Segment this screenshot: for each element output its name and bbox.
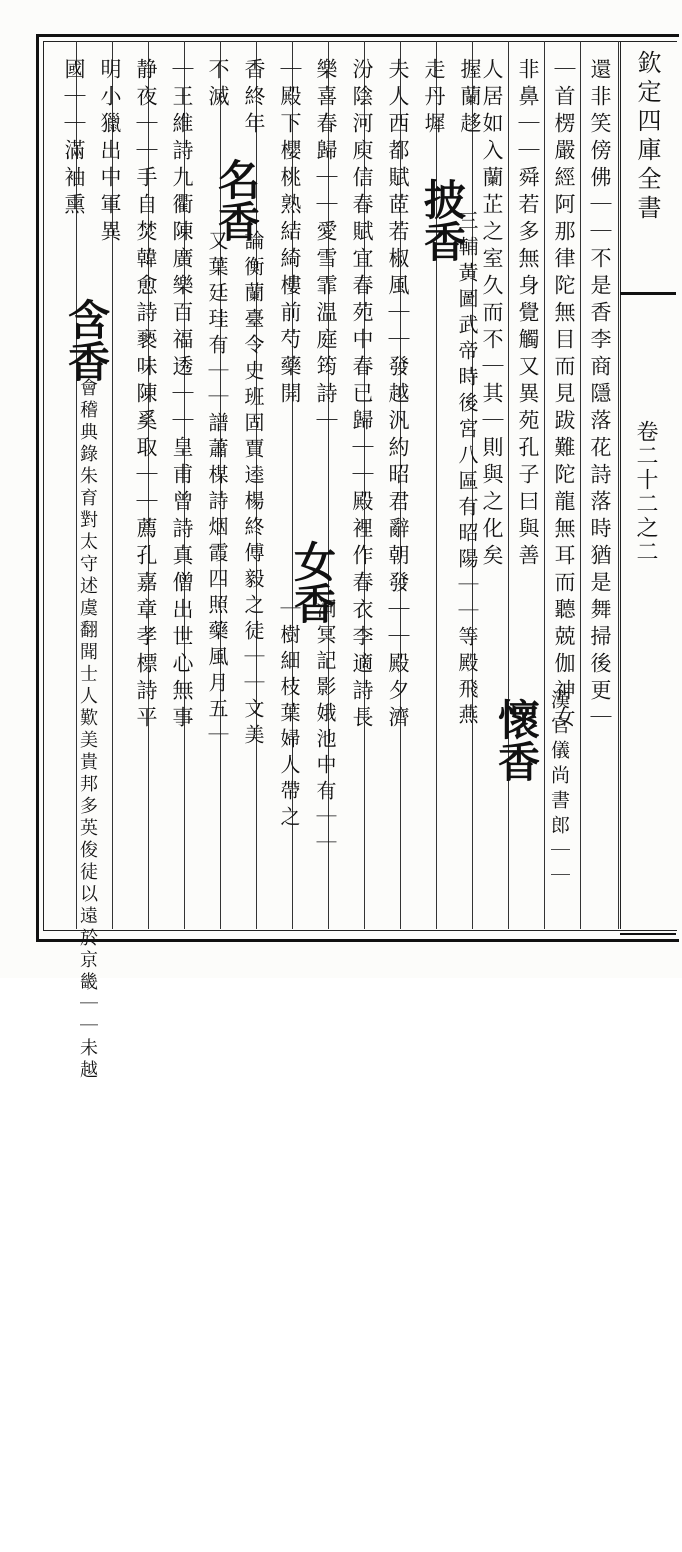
column-text: 静夜｜｜手自焚韓愈詩褻味陳奚取｜｜薦孔嘉章孝標詩平 [134,58,158,733]
note-column-12 [200,230,234,1092]
note-column-6 [452,210,482,1072]
column-text: ｜王維詩九衢陳廣樂百福透｜｜皇甫曾詩真僧出世心無事 [170,58,194,733]
column-text: 洞冥記影娥池中有｜｜ [313,598,337,858]
column-text: 走丹墀 [422,58,446,139]
spine-volume: 卷二十二之二 [633,420,658,564]
note-column-11 [236,230,270,1092]
entry-heading: 女香 [288,540,337,624]
column-text: 樂喜春歸｜｜愛雪霏温庭筠詩｜ [314,58,338,436]
note-column-16 [76,378,98,1240]
column-text: 又葉廷珪有｜｜譜蕭楳詩烟霞四照藥風月五｜ [205,230,229,750]
entry-heading: 名香 [212,158,261,242]
column-text: 汾陰河庾信春賦宜春苑中春已歸｜｜殿裡作春衣李適詩長 [350,58,374,733]
note-column-10 [272,598,306,1460]
column-text: 香終年 [242,58,266,139]
note-column-9 [308,598,342,1460]
column-text: 國｜｜滿袖熏 [62,58,86,220]
spine-title: 欽定四庫全書 [633,50,661,224]
entry-heading: 懷香 [492,698,541,782]
spine-divider [620,292,676,295]
entry-heading: 披香 [418,178,467,262]
column-text: 三輔黃圖武帝時後宮八區有昭陽｜｜等殿飛燕 [455,210,479,730]
spine-bottom-rule [620,933,676,935]
column-text: 人居如入蘭芷之室久而不｜其｜則與之化矣 [480,58,504,571]
column-text: ｜首楞嚴經阿那律陀無目而見跋難陀龍無耳而聽兢伽神女 [552,58,576,733]
text-column-7 [380,58,416,920]
column-text: ｜樹細枝葉婦人帶之 [277,598,301,832]
heading-huaixiang [492,690,541,1552]
text-column-8 [344,58,380,920]
column-text: 不滅 [206,58,230,112]
column-text: ｜殿下櫻桃熟結綺樓前芍藥開 [278,58,302,409]
column-text: 明小獵出中軍異 [98,58,122,247]
text-column-1 [582,58,618,920]
note-column-4 [546,690,572,1552]
column-text: 非鼻｜｜舜若多無身覺觸又異苑孔子曰與善 [516,58,540,571]
column-rule [618,41,619,929]
column-text: 論衡蘭臺令史班固賈逵楊終傅毅之徒｜｜文美 [241,230,265,750]
column-text: 夫人西都賦茝若椒風｜｜發越汎約昭君辭朝發｜｜殿夕濟 [386,58,410,733]
column-text: 漢官儀尚書郎｜｜ [548,690,570,890]
column-text: 握蘭趍 [458,58,482,139]
entry-heading: 含香 [62,298,111,382]
text-column-14 [128,58,164,920]
column-text: 還非笑傍佛｜｜不是香李商隱落花詩落時猶是舞掃後更｜ [588,58,612,733]
column-text: 會稽典錄朱育對太守述虞翻聞士人歎美貴邦多英俊徒以遠於京畿｜｜未越 [77,378,98,1082]
text-column-13 [164,58,200,920]
